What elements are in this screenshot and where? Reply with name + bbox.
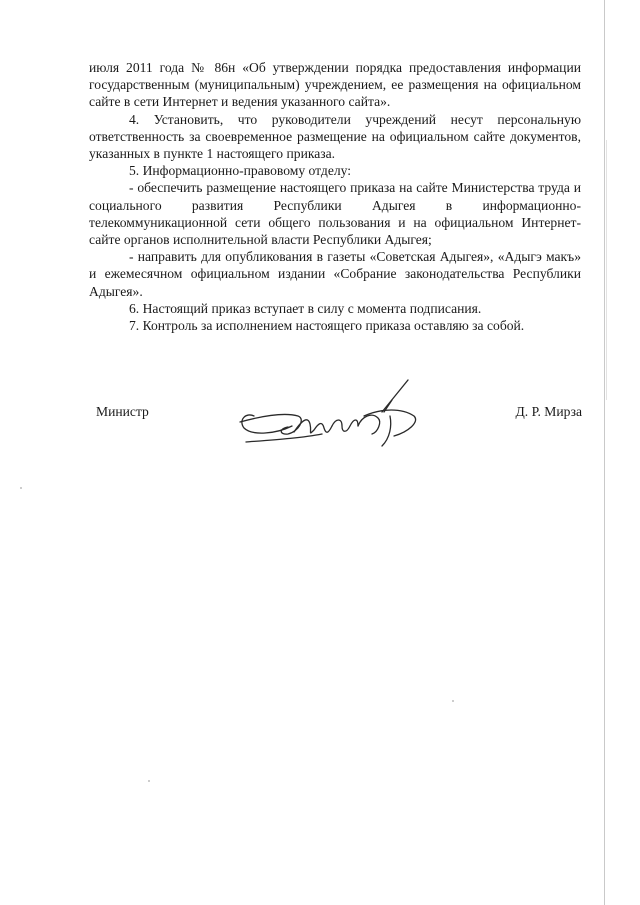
- scan-edge-line-faint: [606, 140, 607, 400]
- paragraph-item-5-bullet-1: - обеспечить размещение настоящего приказа на сайте Министерства труда и социального развития Республики Адыгея в информационно-телекоммуникационной сети общего пользования и на официальном Интернет-сайте органов исполнительной власти Республики Адыгея;: [89, 180, 581, 248]
- scan-speck: [20, 487, 22, 489]
- scan-speck: [452, 700, 454, 702]
- paragraph-item-7: 7. Контроль за исполнением настоящего приказа оставляю за собой.: [129, 318, 525, 334]
- paragraph-continuation: июля 2011 года № 86н «Об утверждении порядка предоставления информации государственным (муниципальным) учреждением, ее размещения на официальном сайте в сети Интернет и ведения указанного сайта».: [89, 60, 581, 110]
- paragraph-item-4: 4. Установить, что руководители учреждений несут персональную ответственность за своевременное размещение на официальном сайте документов, указанных в пункте 1 настоящего приказа.: [89, 111, 581, 162]
- paragraph-item-6: 6. Настоящий приказ вступает в силу с момента подписания.: [129, 300, 482, 316]
- paragraph-item-5-bullet-2: - направить для опубликования в газеты «Советская Адыгея», «Адыгэ макъ» и ежемесячном официальном издании «Собрание законодательства Республики Адыгея».: [89, 249, 581, 299]
- scan-speck: [148, 780, 150, 782]
- order-text: [89, 59, 581, 334]
- handwritten-signature: [232, 372, 428, 456]
- scan-edge-line: [604, 0, 605, 905]
- paragraph-item-5: 5. Информационно-правовому отделу:: [129, 163, 352, 179]
- signatory-name: Д. Р. Мирза: [515, 404, 582, 419]
- signatory-title: Министр: [96, 404, 149, 419]
